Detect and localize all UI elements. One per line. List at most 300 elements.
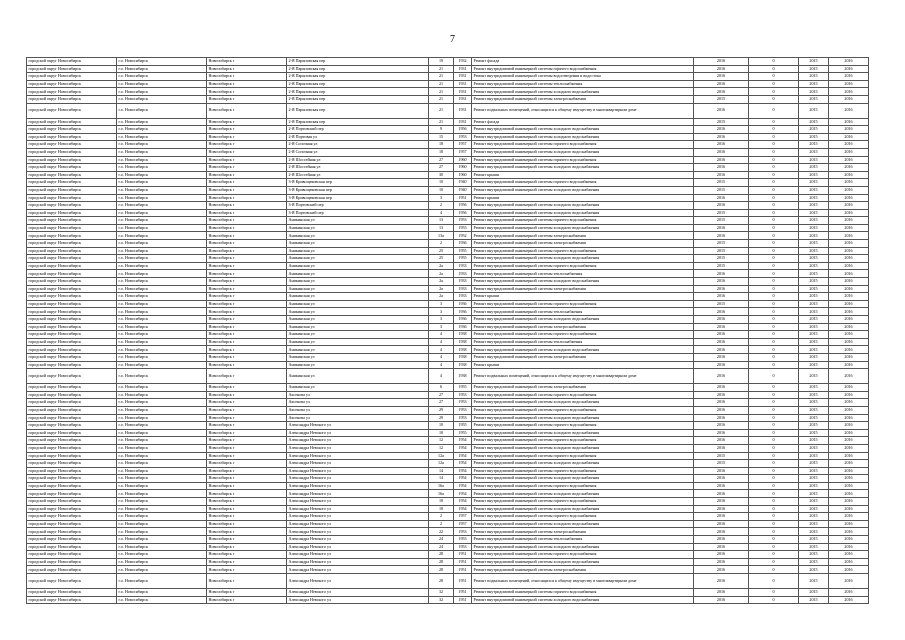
cell-house: 21	[429, 73, 454, 81]
cell-locality: Новосибирск г	[207, 179, 287, 187]
cell-municipality: г.о. Новосибирск	[117, 65, 207, 73]
table-row	[27, 103, 869, 118]
cell-street: 2-Я Шоссейная ул	[287, 156, 429, 164]
table-row	[27, 293, 869, 301]
cell-from-year: 2015	[799, 194, 829, 202]
cell-house: 6	[429, 384, 454, 392]
cell-to-year: 2016	[829, 308, 869, 316]
table-row	[27, 467, 869, 475]
cell-work-type: Ремонт внутридомовой инженерной системы горячего водоснабжения	[472, 247, 694, 255]
cell-from-year: 2015	[799, 331, 829, 339]
cell-plan-year: 2016	[694, 422, 749, 430]
cell-district: городской округ Новосибирск	[27, 467, 117, 475]
cell-built-year: 1956	[454, 202, 472, 210]
cell-street: Александра Невского ул	[287, 566, 429, 574]
cell-built-year: 1953	[454, 399, 472, 407]
table-row	[27, 278, 869, 286]
cell-district: городской округ Новосибирск	[27, 300, 117, 308]
cell-to-year: 2016	[829, 164, 869, 172]
cell-work-type: Ремонт внутридомовой инженерной системы горячего водоснабжения	[472, 452, 694, 460]
cell-municipality: г.о. Новосибирск	[117, 369, 207, 384]
cell-locality: Новосибирск г	[207, 596, 287, 604]
cell-from-year: 2015	[799, 293, 829, 301]
cell-work-type: Ремонт внутридомовой инженерной системы горячего водоснабжения	[472, 551, 694, 559]
cell-house: 4	[429, 361, 454, 369]
cell-value: 0	[749, 528, 799, 536]
cell-house: 4	[429, 346, 454, 354]
cell-district: городской округ Новосибирск	[27, 80, 117, 88]
cell-work-type: Ремонт внутридомовой инженерной системы водоотведения и водостока	[472, 73, 694, 81]
cell-from-year: 2015	[799, 346, 829, 354]
cell-street: 2-Я Портовая ул	[287, 133, 429, 141]
cell-value: 0	[749, 338, 799, 346]
cell-value: 0	[749, 293, 799, 301]
cell-built-year: 1955	[454, 247, 472, 255]
cell-house: 2а	[429, 285, 454, 293]
cell-value: 0	[749, 391, 799, 399]
cell-house: 4	[429, 209, 454, 217]
cell-value: 0	[749, 452, 799, 460]
cell-street: Аникинская ул	[287, 217, 429, 225]
cell-municipality: г.о. Новосибирск	[117, 186, 207, 194]
cell-plan-year: 2016	[694, 596, 749, 604]
cell-district: городской округ Новосибирск	[27, 323, 117, 331]
cell-locality: Новосибирск г	[207, 232, 287, 240]
table-row	[27, 429, 869, 437]
cell-from-year: 2015	[799, 255, 829, 263]
cell-from-year: 2015	[799, 217, 829, 225]
cell-municipality: г.о. Новосибирск	[117, 316, 207, 324]
cell-plan-year: 2016	[694, 331, 749, 339]
cell-district: городской округ Новосибирск	[27, 186, 117, 194]
cell-to-year: 2016	[829, 444, 869, 452]
cell-street: 2-Я Парызовская пер	[287, 95, 429, 103]
cell-street: Александра Невского ул	[287, 490, 429, 498]
cell-municipality: г.о. Новосибирск	[117, 520, 207, 528]
cell-plan-year: 2016	[694, 558, 749, 566]
cell-to-year: 2016	[829, 346, 869, 354]
cell-district: городской округ Новосибирск	[27, 482, 117, 490]
cell-plan-year: 2016	[694, 574, 749, 589]
cell-house: 2	[429, 520, 454, 528]
cell-to-year: 2016	[829, 414, 869, 422]
cell-street: Аникинская ул	[287, 331, 429, 339]
cell-street: Александра Невского ул	[287, 574, 429, 589]
cell-district: городской округ Новосибирск	[27, 194, 117, 202]
cell-locality: Новосибирск г	[207, 369, 287, 384]
cell-value: 0	[749, 574, 799, 589]
cell-house: 13	[429, 224, 454, 232]
cell-locality: Новосибирск г	[207, 293, 287, 301]
cell-house: 28	[429, 574, 454, 589]
cell-house: 27	[429, 399, 454, 407]
cell-locality: Новосибирск г	[207, 262, 287, 270]
cell-district: городской округ Новосибирск	[27, 156, 117, 164]
cell-street: Александра Невского ул	[287, 551, 429, 559]
cell-from-year: 2015	[799, 528, 829, 536]
cell-plan-year: 2016	[694, 148, 749, 156]
cell-locality: Новосибирск г	[207, 520, 287, 528]
cell-work-type: Ремонт внутридомовой инженерной системы холодного водоснабжения	[472, 429, 694, 437]
cell-district: городской округ Новосибирск	[27, 391, 117, 399]
cell-municipality: г.о. Новосибирск	[117, 300, 207, 308]
page-number: 7	[450, 34, 455, 45]
cell-district: городской округ Новосибирск	[27, 316, 117, 324]
cell-value: 0	[749, 369, 799, 384]
table-row	[27, 209, 869, 217]
cell-street: 2-Я Портовский пер	[287, 126, 429, 134]
cell-plan-year: 2016	[694, 490, 749, 498]
cell-to-year: 2016	[829, 126, 869, 134]
cell-house: 25	[429, 247, 454, 255]
cell-locality: Новосибирск г	[207, 406, 287, 414]
cell-value: 0	[749, 308, 799, 316]
cell-street: 2-Я Парызовская пер	[287, 103, 429, 118]
cell-from-year: 2015	[799, 209, 829, 217]
cell-street: Аникинская ул	[287, 240, 429, 248]
cell-value: 0	[749, 80, 799, 88]
cell-locality: Новосибирск г	[207, 141, 287, 149]
cell-to-year: 2016	[829, 475, 869, 483]
cell-from-year: 2015	[799, 475, 829, 483]
table-row	[27, 65, 869, 73]
cell-value: 0	[749, 467, 799, 475]
cell-house: 2	[429, 202, 454, 210]
table-row	[27, 148, 869, 156]
cell-work-type: Ремонт внутридомовой инженерной системы горячего водоснабжения	[472, 498, 694, 506]
cell-value: 0	[749, 118, 799, 126]
cell-locality: Новосибирск г	[207, 543, 287, 551]
cell-plan-year: 2016	[694, 88, 749, 96]
cell-district: городской округ Новосибирск	[27, 406, 117, 414]
cell-built-year: 1951	[454, 558, 472, 566]
cell-from-year: 2015	[799, 126, 829, 134]
cell-from-year: 2015	[799, 323, 829, 331]
cell-district: городской округ Новосибирск	[27, 589, 117, 597]
cell-district: городской округ Новосибирск	[27, 141, 117, 149]
cell-street: Александра Невского ул	[287, 482, 429, 490]
cell-built-year: 1953	[454, 391, 472, 399]
cell-locality: Новосибирск г	[207, 73, 287, 81]
table-row	[27, 58, 869, 66]
cell-to-year: 2016	[829, 558, 869, 566]
table-row	[27, 126, 869, 134]
cell-plan-year: 2016	[694, 323, 749, 331]
cell-municipality: г.о. Новосибирск	[117, 391, 207, 399]
cell-built-year: 1953	[454, 414, 472, 422]
cell-district: городской округ Новосибирск	[27, 574, 117, 589]
cell-to-year: 2016	[829, 520, 869, 528]
cell-street: Аникинская ул	[287, 316, 429, 324]
cell-municipality: г.о. Новосибирск	[117, 384, 207, 392]
cell-from-year: 2015	[799, 156, 829, 164]
cell-work-type: Ремонт внутридомовой инженерной системы теплоснабжения	[472, 536, 694, 544]
cell-municipality: г.о. Новосибирск	[117, 171, 207, 179]
cell-plan-year: 2015	[694, 452, 749, 460]
cell-district: городской округ Новосибирск	[27, 209, 117, 217]
cell-built-year: 1931	[454, 103, 472, 118]
cell-district: городской округ Новосибирск	[27, 460, 117, 468]
cell-district: городской округ Новосибирск	[27, 308, 117, 316]
cell-built-year: 1951	[454, 596, 472, 604]
cell-value: 0	[749, 217, 799, 225]
cell-value: 0	[749, 422, 799, 430]
cell-from-year: 2015	[799, 384, 829, 392]
cell-street: Александра Невского ул	[287, 543, 429, 551]
cell-plan-year: 2016	[694, 285, 749, 293]
cell-built-year: 1931	[454, 80, 472, 88]
cell-to-year: 2016	[829, 285, 869, 293]
cell-house: 10	[429, 422, 454, 430]
cell-built-year: 1960	[454, 164, 472, 172]
cell-street: 2-Я Парызовская пер	[287, 58, 429, 66]
cell-street: 2-Я Сопочная ул	[287, 141, 429, 149]
cell-plan-year: 2016	[694, 498, 749, 506]
cell-work-type: Ремонт внутридомовой инженерной системы холодного водоснабжения	[472, 543, 694, 551]
cell-to-year: 2016	[829, 255, 869, 263]
cell-district: городской округ Новосибирск	[27, 498, 117, 506]
cell-street: Аникинская ул	[287, 353, 429, 361]
cell-from-year: 2015	[799, 498, 829, 506]
cell-street: 2-Я Шоссейная ул	[287, 164, 429, 172]
cell-plan-year: 2016	[694, 316, 749, 324]
cell-house: 32	[429, 596, 454, 604]
cell-plan-year: 2016	[694, 437, 749, 445]
cell-value: 0	[749, 270, 799, 278]
cell-from-year: 2015	[799, 58, 829, 66]
cell-work-type: Ремонт внутридомовой инженерной системы электроснабжения	[472, 323, 694, 331]
cell-district: городской округ Новосибирск	[27, 414, 117, 422]
cell-street: Аникинская ул	[287, 224, 429, 232]
cell-locality: Новосибирск г	[207, 551, 287, 559]
cell-to-year: 2016	[829, 103, 869, 118]
cell-locality: Новосибирск г	[207, 194, 287, 202]
cell-work-type: Ремонт внутридомовой инженерной системы горячего водоснабжения	[472, 513, 694, 521]
table-row	[27, 437, 869, 445]
table-row	[27, 399, 869, 407]
cell-built-year: 1933	[454, 293, 472, 301]
cell-value: 0	[749, 194, 799, 202]
cell-built-year: 1954	[454, 498, 472, 506]
cell-district: городской округ Новосибирск	[27, 513, 117, 521]
cell-built-year: 1955	[454, 255, 472, 263]
cell-plan-year: 2016	[694, 399, 749, 407]
cell-work-type: Ремонт внутридомовой инженерной системы горячего водоснабжения	[472, 141, 694, 149]
cell-work-type: Ремонт внутридомовой инженерной системы холодного водоснабжения	[472, 202, 694, 210]
cell-locality: Новосибирск г	[207, 338, 287, 346]
cell-from-year: 2015	[799, 596, 829, 604]
cell-built-year: 1936	[454, 323, 472, 331]
cell-value: 0	[749, 133, 799, 141]
cell-district: городской округ Новосибирск	[27, 558, 117, 566]
cell-work-type: Ремонт внутридомовой инженерной системы горячего водоснабжения	[472, 422, 694, 430]
cell-value: 0	[749, 141, 799, 149]
table-row	[27, 255, 869, 263]
cell-to-year: 2016	[829, 399, 869, 407]
cell-from-year: 2015	[799, 505, 829, 513]
cell-house: 4	[429, 338, 454, 346]
cell-locality: Новосибирск г	[207, 353, 287, 361]
cell-built-year: 1955	[454, 422, 472, 430]
cell-from-year: 2015	[799, 95, 829, 103]
cell-to-year: 2016	[829, 240, 869, 248]
cell-street: Александра Невского ул	[287, 467, 429, 475]
cell-work-type: Ремонт внутридомовой инженерной системы холодного водоснабжения	[472, 520, 694, 528]
cell-work-type: Ремонт внутридомовой инженерной системы теплоснабжения	[472, 80, 694, 88]
cell-district: городской округ Новосибирск	[27, 475, 117, 483]
table-row	[27, 384, 869, 392]
cell-plan-year: 2016	[694, 391, 749, 399]
cell-to-year: 2016	[829, 369, 869, 384]
cell-locality: Новосибирск г	[207, 58, 287, 66]
cell-street: Александра Невского ул	[287, 513, 429, 521]
cell-house: 10	[429, 179, 454, 187]
cell-built-year: 1933	[454, 278, 472, 286]
cell-house: 16а	[429, 490, 454, 498]
cell-built-year: 1953	[454, 217, 472, 225]
cell-value: 0	[749, 460, 799, 468]
cell-built-year: 1951	[454, 566, 472, 574]
cell-to-year: 2016	[829, 391, 869, 399]
cell-street: Аникинская ул	[287, 346, 429, 354]
cell-to-year: 2016	[829, 209, 869, 217]
cell-locality: Новосибирск г	[207, 566, 287, 574]
cell-house: 2	[429, 240, 454, 248]
cell-built-year: 1954	[454, 452, 472, 460]
cell-house: 3	[429, 308, 454, 316]
cell-built-year: 1932	[454, 58, 472, 66]
cell-to-year: 2016	[829, 88, 869, 96]
cell-value: 0	[749, 58, 799, 66]
cell-locality: Новосибирск г	[207, 171, 287, 179]
cell-plan-year: 2016	[694, 513, 749, 521]
table-row	[27, 262, 869, 270]
table-row	[27, 482, 869, 490]
cell-work-type: Ремонт внутридомовой инженерной системы электроснабжения	[472, 240, 694, 248]
cell-district: городской округ Новосибирск	[27, 331, 117, 339]
cell-locality: Новосибирск г	[207, 399, 287, 407]
cell-built-year: 1955	[454, 384, 472, 392]
cell-value: 0	[749, 513, 799, 521]
cell-district: городской округ Новосибирск	[27, 270, 117, 278]
cell-house: 28	[429, 551, 454, 559]
cell-municipality: г.о. Новосибирск	[117, 505, 207, 513]
cell-municipality: г.о. Новосибирск	[117, 141, 207, 149]
cell-locality: Новосибирск г	[207, 285, 287, 293]
cell-work-type: Ремонт внутридомовой инженерной системы холодного водоснабжения	[472, 414, 694, 422]
cell-locality: Новосибирск г	[207, 589, 287, 597]
table-row	[27, 589, 869, 597]
cell-locality: Новосибирск г	[207, 444, 287, 452]
table-row	[27, 528, 869, 536]
cell-built-year: 1954	[454, 490, 472, 498]
cell-work-type: Ремонт внутридомовой инженерной системы холодного водоснабжения	[472, 164, 694, 172]
cell-work-type: Ремонт внутридомовой инженерной системы электроснабжения	[472, 285, 694, 293]
cell-work-type: Ремонт внутридомовой инженерной системы холодного водоснабжения	[472, 399, 694, 407]
cell-house: 21	[429, 95, 454, 103]
cell-house: 15	[429, 133, 454, 141]
cell-value: 0	[749, 65, 799, 73]
cell-house: 24	[429, 536, 454, 544]
cell-value: 0	[749, 520, 799, 528]
cell-value: 0	[749, 95, 799, 103]
cell-locality: Новосибирск г	[207, 346, 287, 354]
cell-plan-year: 2016	[694, 293, 749, 301]
table-row	[27, 133, 869, 141]
cell-value: 0	[749, 429, 799, 437]
cell-municipality: г.о. Новосибирск	[117, 422, 207, 430]
cell-from-year: 2015	[799, 141, 829, 149]
cell-built-year: 1954	[454, 482, 472, 490]
cell-plan-year: 2016	[694, 194, 749, 202]
cell-house: 16а	[429, 482, 454, 490]
cell-municipality: г.о. Новосибирск	[117, 285, 207, 293]
cell-street: Аникинская ул	[287, 285, 429, 293]
cell-house: 13	[429, 217, 454, 225]
table-row	[27, 285, 869, 293]
cell-built-year: 1960	[454, 156, 472, 164]
cell-house: 14	[429, 467, 454, 475]
cell-municipality: г.о. Новосибирск	[117, 566, 207, 574]
cell-district: городской округ Новосибирск	[27, 293, 117, 301]
cell-to-year: 2016	[829, 217, 869, 225]
cell-locality: Новосибирск г	[207, 536, 287, 544]
cell-municipality: г.о. Новосибирск	[117, 247, 207, 255]
cell-house: 22	[429, 528, 454, 536]
cell-house: 21	[429, 103, 454, 118]
table-body	[27, 58, 869, 604]
cell-house: 3	[429, 194, 454, 202]
cell-from-year: 2015	[799, 406, 829, 414]
cell-municipality: г.о. Новосибирск	[117, 179, 207, 187]
cell-value: 0	[749, 361, 799, 369]
table-row	[27, 323, 869, 331]
cell-house: 2а	[429, 293, 454, 301]
cell-built-year: 1953	[454, 528, 472, 536]
cell-locality: Новосибирск г	[207, 467, 287, 475]
table-row	[27, 452, 869, 460]
cell-to-year: 2016	[829, 141, 869, 149]
cell-to-year: 2016	[829, 361, 869, 369]
cell-built-year: 1933	[454, 270, 472, 278]
cell-plan-year: 2016	[694, 361, 749, 369]
cell-municipality: г.о. Новосибирск	[117, 217, 207, 225]
cell-work-type: Ремонт внутридомовой инженерной системы холодного водоснабжения	[472, 460, 694, 468]
cell-work-type: Ремонт внутридомовой инженерной системы электроснабжения	[472, 232, 694, 240]
cell-from-year: 2015	[799, 65, 829, 73]
cell-municipality: г.о. Новосибирск	[117, 148, 207, 156]
cell-district: городской округ Новосибирск	[27, 551, 117, 559]
cell-to-year: 2016	[829, 171, 869, 179]
cell-value: 0	[749, 202, 799, 210]
cell-value: 0	[749, 475, 799, 483]
cell-house: 24	[429, 543, 454, 551]
cell-value: 0	[749, 88, 799, 96]
cell-work-type: Ремонт внутридомовой инженерной системы электроснабжения	[472, 353, 694, 361]
cell-street: Александра Невского ул	[287, 429, 429, 437]
cell-house: 12	[429, 444, 454, 452]
cell-plan-year: 2016	[694, 414, 749, 422]
table-row	[27, 73, 869, 81]
cell-street: 3-Я Портовский пер	[287, 202, 429, 210]
cell-built-year: 1951	[454, 574, 472, 589]
cell-house: 21	[429, 88, 454, 96]
cell-to-year: 2016	[829, 452, 869, 460]
cell-built-year: 1956	[454, 126, 472, 134]
cell-to-year: 2016	[829, 202, 869, 210]
cell-plan-year: 2016	[694, 126, 749, 134]
cell-built-year: 1952	[454, 232, 472, 240]
